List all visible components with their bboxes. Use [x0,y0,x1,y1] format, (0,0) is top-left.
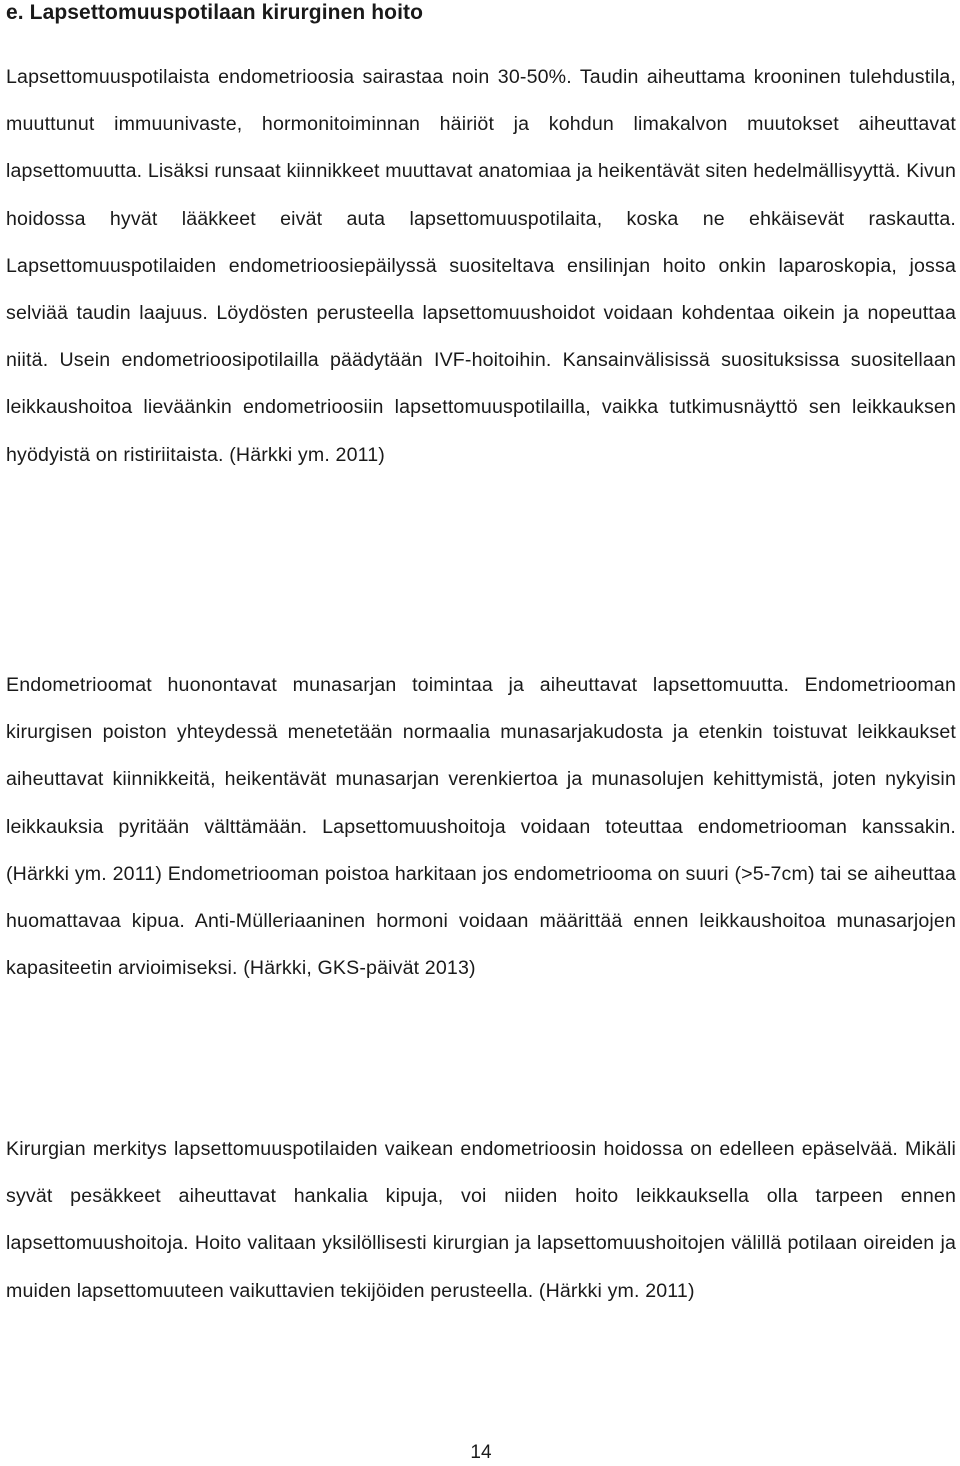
paragraph-surgery-significance: Kirurgian merkitys lapsettomuuspotilaiden vaikean endometrioosin hoidossa on edelleen epäselvää. Mikäli syvät pesäkkeet aiheuttavat hankalia kipuja, voi niiden hoito leikkauksella olla tarpeen ennen lapsettomuushoitoja. Hoito valitaan yksilöllisesti kirurgian ja lapsettomuushoitojen välillä potilaan oireiden ja muiden lapsettomuuteen vaikuttavien tekijöiden perusteella. (Härkki ym. 2011) [6,1138,956,1302]
paragraph-infertility-endometriosis: Lapsettomuuspotilaista endometrioosia sairastaa noin 30-50%. Taudin aiheuttama krooninen tulehdustila, muuttunut immuunivaste, hormonitoiminnan häiriöt ja kohdun limakalvon muutokset aiheuttavat lapsettomuutta. Lisäksi runsaat kiinnikkeet muuttavat anatomiaa ja heikentävät siten hedelmällisyyttä. Kivun hoidossa hyvät lääkkeet eivät auta lapsettomuuspotilaita, koska ne ehkäisevät raskautta. Lapsettomuuspotilaiden endometrioosiepäilyssä suositeltava ensilinjan hoito onkin laparoskopia, jossa selviää taudin laajuus. Löydösten perusteella lapsettomuushoidot voidaan kohdentaa oikein ja nopeuttaa niitä. Usein endometrioosipotilailla päädytään IVF-hoitoihin. Kansainvälisissä suosituksissa suositellaan leikkaushoitoa lieväänkin endometrioosiin lapsettomuuspotilailla, vaikka tutkimusnäyttö sen leikkauksen hyödyistä on ristiriitaista. (Härkki ym. 2011) [6,66,956,466]
paragraph-endometriomas: Endometrioomat huonontavat munasarjan toimintaa ja aiheuttavat lapsettomuutta. Endometriooman kirurgisen poiston yhteydessä menetetään normaalia munasarjakudosta ja etenkin toistuvat leikkaukset aiheuttavat kiinnikkeitä, heikentävät munasarjan verenkiertoa ja munasolujen kehittymistä, joten nykyisin leikkauksia pyritään välttämään. Lapsettomuushoitoja voidaan toteuttaa endometriooman kanssakin. (Härkki ym. 2011) Endometriooman poistoa harkitaan jos endometriooma on suuri (>5-7cm) tai se aiheuttaa huomattavaa kipua. Anti-Mülleriaaninen hormoni voidaan määrittää ennen leikkaushoitoa munasarjojen kapasiteetin arvioimiseksi. (Härkki, GKS-päivät 2013) [6,674,956,980]
section-heading: e. Lapsettomuuspotilaan kirurginen hoito [6,1,424,24]
page-number: 14 [470,1442,492,1463]
